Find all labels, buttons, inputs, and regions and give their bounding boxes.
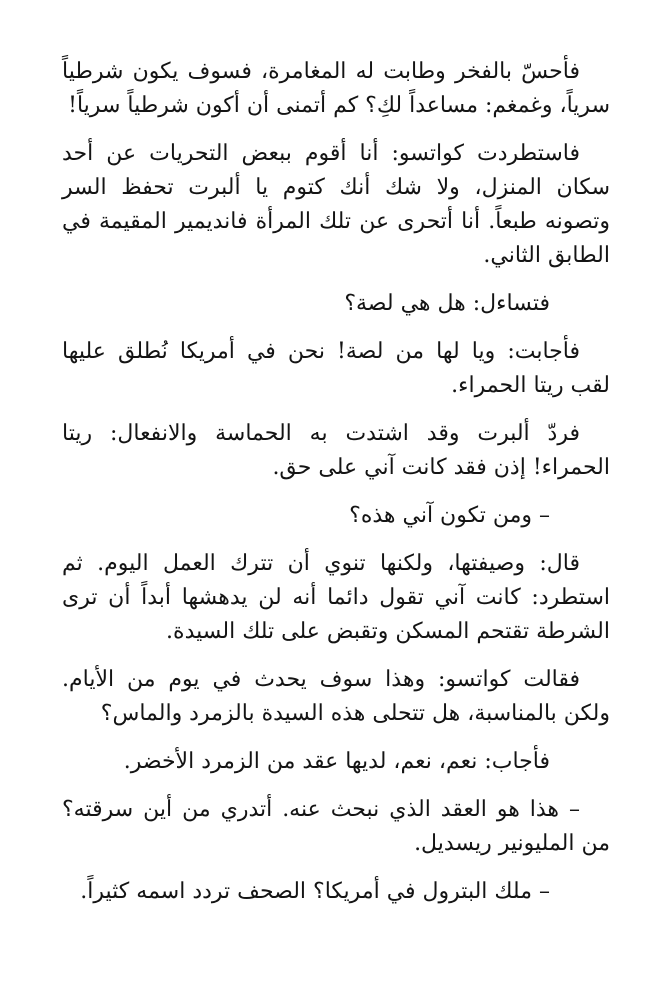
paragraph: فأحسّ بالفخر وطابت له المغامرة، فسوف يكون شرطياً سرياً، وغمغم: مساعداً لكِ؟ كم أتمنى أن أكون شرطياً سرياً! — [62, 59, 610, 118]
paragraph: – ومن تكون آني هذه؟ — [349, 503, 550, 528]
paragraph: فأجابت: ويا لها من لصة! نحن في أمريكا نُطلق عليها لقب ريتا الحمراء. — [62, 339, 610, 398]
paragraph: قال: وصيفتها، ولكنها تنوي أن تترك العمل اليوم. ثم استطرد: كانت آني تقول دائما أنه لن يدهشها أبداً أن ترى الشرطة تقتحم المسكن وتقبض على تلك السيدة. — [62, 551, 610, 644]
paragraph: فتساءل: هل هي لصة؟ — [344, 291, 550, 316]
paragraph: فقالت كواتسو: وهذا سوف يحدث في يوم من الأيام. ولكن بالمناسبة، هل تتحلى هذه السيدة بالزمرد والماس؟ — [62, 667, 610, 726]
paragraph: فاستطردت كواتسو: أنا أقوم ببعض التحريات عن أحد سكان المنزل، ولا شك أنك كتوم يا ألبرت تحفظ السر وتصونه طبعاً. أنا أتحرى عن تلك المرأة فانديمير المقيمة في الطابق الثاني. — [62, 141, 610, 268]
book-page — [62, 55, 610, 975]
paragraph: – هذا هو العقد الذي نبحث عنه. أتدري من أين سرقته؟ من المليونير ريسديل. — [62, 797, 610, 856]
paragraph: فأجاب: نعم، نعم، لديها عقد من الزمرد الأخضر. — [123, 749, 550, 774]
paragraph: – ملك البترول في أمريكا؟ الصحف تردد اسمه كثيراً. — [80, 879, 550, 904]
paragraph: فردّ ألبرت وقد اشتدت به الحماسة والانفعال: ريتا الحمراء! إذن فقد كانت آني على حق. — [62, 421, 610, 480]
